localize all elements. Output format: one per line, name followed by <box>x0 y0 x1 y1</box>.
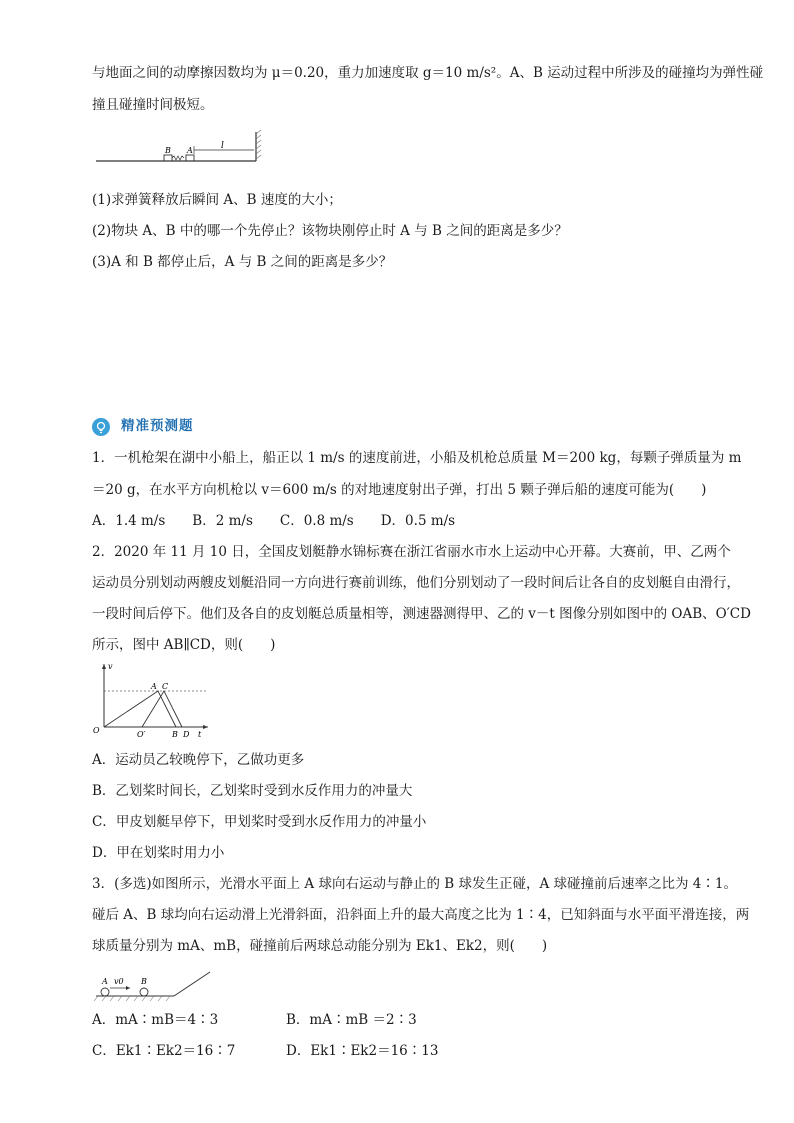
problem-3-text: 3．(多选)如图所示，光滑水平面上 A 球向右运动与静止的 B 球发生正碰，A 球碰撞前后速率之比为 4∶1。 <box>92 876 737 892</box>
question-2: (2)物块 A、B 中的哪一个先停止？该物块刚停止时 A 与 B 之间的距离是多少？ <box>92 223 568 239</box>
lightbulb-icon <box>92 418 110 436</box>
question-3: (3)A 和 B 都停止后，A 与 B 之间的距离是多少？ <box>92 254 393 270</box>
label-c-point: C <box>162 682 169 691</box>
label-t: t <box>198 730 202 739</box>
blocks-wall-figure <box>94 128 264 170</box>
question-1: (1)求弹簧释放后瞬间 A、B 速度的大小； <box>92 192 342 208</box>
problem-1-options: A．1.4 m/s B．2 m/s C．0.8 m/s D．0.5 m/s <box>92 513 456 529</box>
balls-slope-figure <box>92 968 242 1004</box>
problem-3-option-a: A．mA∶mB＝4∶3 <box>92 1012 219 1028</box>
problem-2-text: 2．2020 年 11 月 10 日，全国皮划艇静水锦标赛在浙江省丽水市水上运动中心开幕。大赛前，甲、乙两个 <box>92 544 731 560</box>
problem-2-text: 一段时间后停下。他们及各自的皮划艇总质量相等，测速器测得甲、乙的 v－t 图像分别如图中的 OAB、O′CD <box>92 606 751 622</box>
problem-3-text: 碰后 A、B 球均向右运动滑上光滑斜面，沿斜面上升的最大高度之比为 1∶4，已知斜面与水平面平滑连接，两 <box>92 907 750 923</box>
problem-3-option-b: B．mA∶mB ＝2∶3 <box>286 1012 417 1028</box>
label-a: A <box>187 146 193 155</box>
vt-graph-figure <box>90 660 214 742</box>
label-b-ball: B <box>141 977 147 986</box>
label-d-point: D <box>183 730 190 739</box>
problem-2-text: 所示，图中 AB∥CD，则( ) <box>92 637 276 653</box>
problem-1-text: 1．一机枪架在湖中小船上，船正以 1 m/s 的速度前进，小船及机枪总质量 M＝200 kg，每颗子弹质量为 m <box>92 450 742 466</box>
problem-2-option-d: D．甲在划桨时用力小 <box>92 845 225 861</box>
section-title: 精准预测题 <box>121 418 194 434</box>
label-b-point: B <box>172 730 178 739</box>
problem-2-text: 运动员分别划动两艘皮划艇沿同一方向进行赛前训练，他们分别划动了一段时间后让各自的皮划艇自由滑行， <box>92 575 740 591</box>
problem-3-option-c: C．Ek1∶Ek2＝16∶7 <box>92 1043 236 1059</box>
label-l: l <box>221 141 224 151</box>
label-o-prime: O′ <box>137 730 146 739</box>
problem-3-option-d: D．Ek1∶Ek2＝16∶13 <box>286 1043 439 1059</box>
problem-2-option-a: A．运动员乙较晚停下，乙做功更多 <box>92 752 305 768</box>
problem-text-line: 与地面之间的动摩擦因数均为 μ＝0.20，重力加速度取 g＝10 m/s²。A、B 运动过程中所涉及的碰撞均为弹性碰 <box>92 65 764 81</box>
label-v0: v0 <box>114 977 124 986</box>
label-v: v <box>108 662 113 671</box>
label-a-ball: A <box>102 977 108 986</box>
label-a-point: A <box>151 682 157 691</box>
problem-text-line: 撞且碰撞时间极短。 <box>92 97 214 113</box>
label-o: O <box>93 726 100 735</box>
problem-2-option-b: B．乙划桨时间长，乙划桨时受到水反作用力的冲量大 <box>92 783 413 799</box>
problem-1-text: ＝20 g，在水平方向机枪以 v＝600 m/s 的对地速度射出子弹，打出 5 颗子弹后船的速度可能为( ) <box>92 482 707 498</box>
problem-2-option-c: C．甲皮划艇早停下，甲划桨时受到水反作用力的冲量小 <box>92 814 427 830</box>
label-b: B <box>165 146 171 155</box>
problem-3-text: 球质量分别为 mA、mB，碰撞前后两球总动能分别为 Ek1、Ek2，则( ) <box>92 938 548 954</box>
